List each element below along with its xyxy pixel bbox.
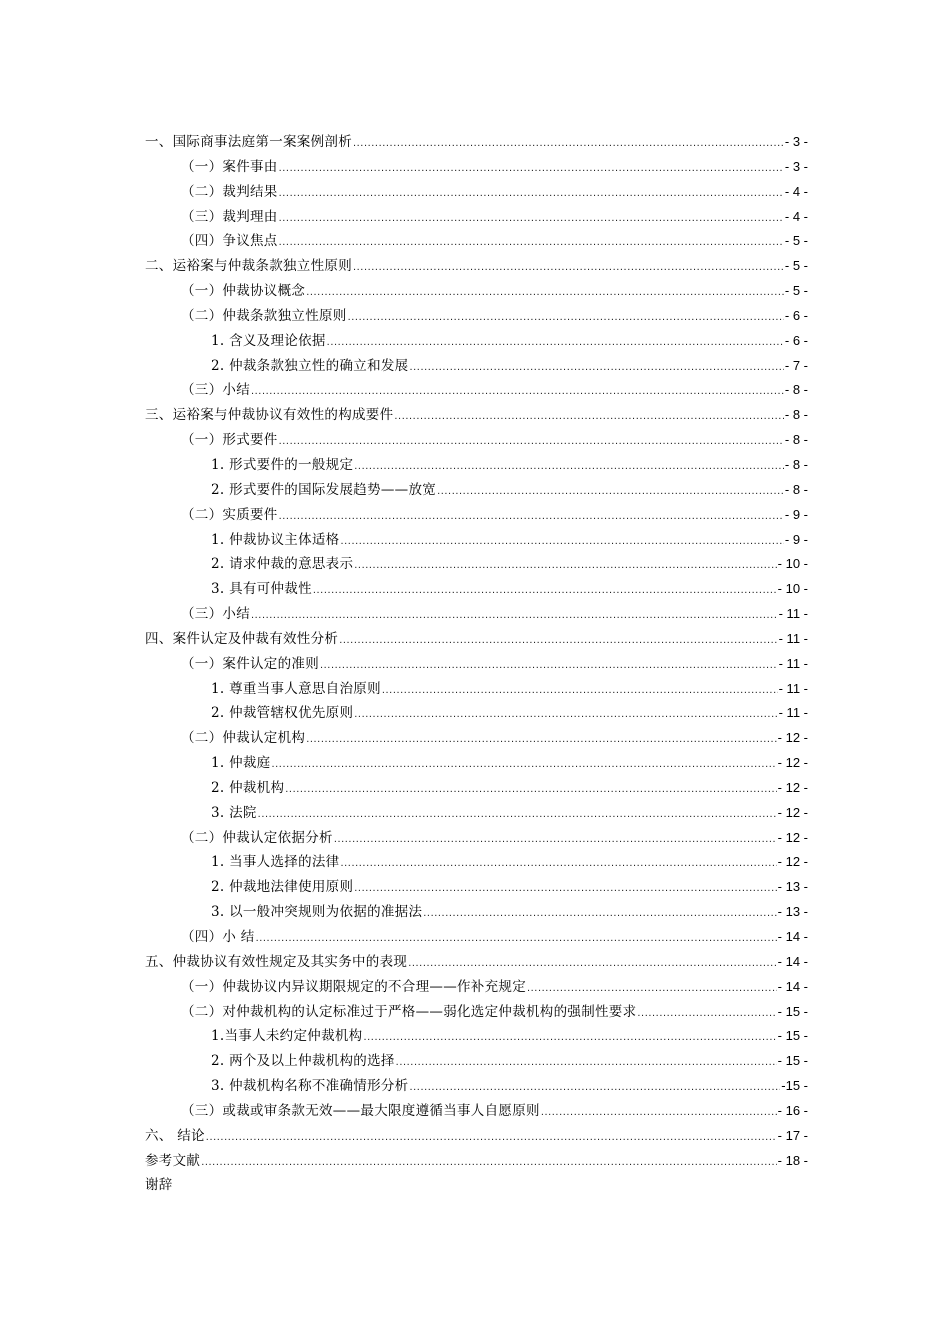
toc-dot-leader xyxy=(353,131,784,156)
toc-page-number: - 15 - xyxy=(777,1028,808,1044)
toc-entry[interactable] xyxy=(145,304,808,329)
toc-dot-leader xyxy=(256,926,777,951)
toc-page-number: - 11 - xyxy=(778,630,808,646)
toc-page-number: - 14 - xyxy=(777,929,808,944)
toc-entry[interactable] xyxy=(145,503,808,528)
toc-entry[interactable] xyxy=(145,1099,808,1124)
toc-entry-title: 2. 仲裁机构 xyxy=(211,779,285,796)
toc-page-number: - 3 - xyxy=(784,134,808,149)
toc-dot-leader xyxy=(258,802,777,827)
toc-entry-title: （二）实质要件 xyxy=(181,506,278,523)
toc-entry-title: 1. 仲裁庭 xyxy=(211,755,271,772)
toc-dot-leader xyxy=(354,553,776,578)
toc-entry-title: 二、运裕案与仲裁条款独立性原则 xyxy=(145,258,352,275)
toc-page-number: - 11 - xyxy=(778,680,808,696)
toc-entry-title: 三、运裕案与仲裁协议有效性的构成要件 xyxy=(145,407,394,424)
toc-entry-title: 1. 当事人选择的法律 xyxy=(211,854,340,871)
toc-dot-leader xyxy=(279,230,784,255)
toc-page-number: - 16 - xyxy=(777,1102,808,1118)
toc-dot-leader xyxy=(340,529,783,554)
toc-page-number: - 14 - xyxy=(777,953,808,969)
toc-entry[interactable] xyxy=(145,1000,808,1025)
toc-dot-leader xyxy=(409,355,783,380)
toc-dot-leader xyxy=(251,379,784,404)
toc-entry[interactable] xyxy=(145,925,808,950)
toc-entry[interactable] xyxy=(145,850,808,875)
toc-page-number: - 11 - xyxy=(778,655,808,671)
toc-entry[interactable] xyxy=(145,701,808,726)
toc-entry[interactable] xyxy=(145,652,808,677)
toc-entry[interactable] xyxy=(145,180,808,205)
toc-dot-leader xyxy=(354,454,784,479)
toc-dot-leader xyxy=(320,653,778,678)
toc-dot-leader xyxy=(353,255,784,280)
toc-dot-leader xyxy=(327,330,784,355)
toc-entry[interactable] xyxy=(145,975,808,1000)
toc-entry[interactable] xyxy=(145,478,808,503)
toc-entry-title: （四）小 结 xyxy=(181,929,255,945)
toc-entry[interactable] xyxy=(145,950,808,975)
toc-entry[interactable] xyxy=(145,1149,808,1174)
toc-dot-leader xyxy=(279,504,784,529)
toc-entry[interactable] xyxy=(145,428,808,453)
toc-entry-title: （四）争议焦点 xyxy=(181,233,278,250)
toc-entry[interactable] xyxy=(145,900,808,925)
toc-page-number: - 13 - xyxy=(777,879,808,895)
toc-entry[interactable] xyxy=(145,776,808,801)
toc-page-number: - 9 - xyxy=(784,531,808,547)
toc-dot-leader xyxy=(541,1100,777,1125)
toc-dot-leader xyxy=(201,1150,776,1175)
toc-entry-title: 一、国际商事法庭第一案案例剖析 xyxy=(145,134,352,150)
toc-entry-title: 3. 具有可仲裁性 xyxy=(211,581,312,598)
toc-dot-leader xyxy=(339,628,777,653)
toc-entry-title: 2. 仲裁地法律使用原则 xyxy=(211,879,354,896)
toc-dot-leader xyxy=(394,404,783,429)
toc-entry[interactable] xyxy=(145,577,808,602)
toc-entry[interactable] xyxy=(145,229,808,254)
toc-entry[interactable] xyxy=(145,403,808,428)
toc-dot-leader xyxy=(251,603,778,628)
toc-dot-leader xyxy=(206,1125,777,1150)
toc-page-number: - 7 - xyxy=(784,357,808,373)
toc-page-number: - 10 - xyxy=(777,581,808,597)
toc-dot-leader xyxy=(313,578,777,603)
toc-entry-title: 六、 结论 xyxy=(145,1127,205,1144)
toc-entry[interactable] xyxy=(145,677,808,702)
toc-entry-title: （三）裁判理由 xyxy=(181,208,278,225)
toc-dot-leader xyxy=(354,702,777,727)
toc-entry[interactable] xyxy=(145,329,808,354)
toc-dot-leader xyxy=(285,777,776,802)
toc-entry-title: 参考文献 xyxy=(145,1152,201,1169)
toc-entry[interactable] xyxy=(145,130,808,155)
toc-entry-title: 1.当事人未约定仲裁机构 xyxy=(211,1028,363,1045)
toc-entry-title: 1. 仲裁协议主体适格 xyxy=(211,531,340,548)
toc-page-number: - 12 - xyxy=(777,755,808,771)
toc-dot-leader xyxy=(408,951,776,976)
toc-dot-leader xyxy=(409,1075,780,1100)
toc-entry-title: （二）仲裁认定依据分析 xyxy=(181,829,333,846)
toc-page-number: - 8 - xyxy=(784,456,808,472)
table-of-contents xyxy=(145,130,808,1198)
toc-dot-leader xyxy=(279,181,784,206)
toc-entry[interactable] xyxy=(145,602,808,627)
toc-entry-title: 2. 仲裁管辖权优先原则 xyxy=(211,705,354,722)
toc-page-number: - 5 - xyxy=(784,258,808,274)
toc-dot-leader xyxy=(306,280,784,305)
toc-entry[interactable] xyxy=(145,378,808,403)
toc-entry[interactable] xyxy=(145,627,808,652)
toc-page-number: - 10 - xyxy=(777,556,808,572)
toc-entry[interactable] xyxy=(145,528,808,553)
toc-dot-leader xyxy=(306,727,776,752)
toc-entry-title: 1. 含义及理论依据 xyxy=(211,332,326,349)
toc-entry[interactable] xyxy=(145,279,808,304)
toc-entry-title: 2. 仲裁条款独立性的确立和发展 xyxy=(211,357,409,374)
toc-page-number: - 3 - xyxy=(784,158,808,174)
toc-dot-leader xyxy=(348,305,784,330)
toc-entry[interactable] xyxy=(145,875,808,900)
toc-entry[interactable] xyxy=(145,453,808,478)
toc-entry-title: （三）或裁或审条款无效——最大限度遵循当事人自愿原则 xyxy=(181,1102,540,1119)
toc-entry[interactable] xyxy=(145,801,808,826)
toc-dot-leader xyxy=(382,678,778,703)
toc-entry-title: （一）仲裁协议内异议期限规定的不合理——作补充规定 xyxy=(181,978,526,995)
toc-page-number: - 8 - xyxy=(784,407,808,423)
toc-entry[interactable] xyxy=(145,354,808,379)
toc-page-number: - 15 - xyxy=(777,1053,808,1069)
toc-entry-title: 四、案件认定及仲裁有效性分析 xyxy=(145,630,339,647)
toc-entry[interactable] xyxy=(145,205,808,230)
toc-entry[interactable] xyxy=(145,751,808,776)
toc-entry-title: 谢辞 xyxy=(145,1177,173,1194)
toc-dot-leader xyxy=(363,1025,776,1050)
toc-entry-title: （一）案件事由 xyxy=(181,158,278,175)
toc-entry-title: （一）形式要件 xyxy=(181,432,278,449)
toc-entry-title: （一）案件认定的准则 xyxy=(181,655,319,672)
toc-dot-leader xyxy=(354,876,776,901)
toc-page-number: - 11 - xyxy=(778,705,808,721)
toc-entry-title: 1. 尊重当事人意思自治原则 xyxy=(211,680,381,697)
toc-entry-title: （二）仲裁认定机构 xyxy=(181,730,306,747)
toc-dot-leader xyxy=(396,1050,777,1075)
toc-page-number: - 18 - xyxy=(777,1152,808,1168)
toc-page-number: - 5 - xyxy=(784,233,808,249)
toc-entry-title: 2. 形式要件的国际发展趋势——放宽 xyxy=(211,481,437,498)
toc-entry-title: （二）对仲裁机构的认定标准过于严格——弱化选定仲裁机构的强制性要求 xyxy=(181,1003,637,1020)
toc-page-number: - 8 - xyxy=(784,432,808,448)
toc-entry[interactable] xyxy=(145,826,808,851)
toc-entry-title: 3. 仲裁机构名称不准确情形分析 xyxy=(211,1078,409,1095)
toc-page-number: - 9 - xyxy=(784,506,808,522)
toc-page-number: - 12 - xyxy=(777,829,808,845)
toc-page-number: - 8 - xyxy=(784,481,808,497)
toc-dot-leader xyxy=(279,206,784,231)
toc-dot-leader xyxy=(340,851,776,876)
toc-entry-title: （三）小结 xyxy=(181,606,250,623)
toc-entry-title: （一）仲裁协议概念 xyxy=(181,283,306,300)
toc-page-number: - 17 - xyxy=(777,1127,808,1143)
toc-page-number: - 14 - xyxy=(777,978,808,994)
toc-page-number: - 12 - xyxy=(777,730,808,746)
toc-dot-leader xyxy=(423,901,776,926)
toc-page-number: - 6 - xyxy=(784,332,808,348)
toc-page-number: - 8 - xyxy=(784,382,808,398)
toc-page-number: - 4 - xyxy=(784,183,808,199)
toc-dot-leader xyxy=(279,429,784,454)
toc-page-number: - 12 - xyxy=(777,779,808,795)
toc-dot-leader xyxy=(279,156,784,181)
toc-entry-title: 1. 形式要件的一般规定 xyxy=(211,456,354,473)
toc-entry-title: 2. 两个及以上仲裁机构的选择 xyxy=(211,1053,395,1070)
toc-entry[interactable] xyxy=(145,1173,808,1198)
toc-entry-title: 五、仲裁协议有效性规定及其实务中的表现 xyxy=(145,953,408,970)
toc-entry-title: 3. 以一般冲突规则为依据的准据法 xyxy=(211,904,423,921)
toc-page-number: - 5 - xyxy=(784,283,808,299)
toc-dot-leader xyxy=(271,752,776,777)
toc-page-number: - 12 - xyxy=(777,854,808,870)
toc-entry-title: （二）裁判结果 xyxy=(181,183,278,200)
toc-entry-title: （三）小结 xyxy=(181,382,250,399)
toc-page-number: - 6 - xyxy=(784,307,808,323)
toc-page-number: - 15 - xyxy=(777,1003,808,1019)
toc-entry-title: 2. 请求仲裁的意思表示 xyxy=(211,556,354,573)
toc-page-number: - 13 - xyxy=(777,904,808,920)
toc-entry[interactable] xyxy=(145,1124,808,1149)
toc-dot-leader xyxy=(527,976,777,1001)
toc-entry[interactable] xyxy=(145,552,808,577)
toc-page-number: - 11 - xyxy=(778,606,808,622)
toc-entry-title: 3. 法院 xyxy=(211,804,257,821)
toc-entry[interactable] xyxy=(145,1074,808,1099)
toc-page-number: - 4 - xyxy=(784,208,808,224)
toc-dot-leader xyxy=(637,1001,776,1026)
toc-page-number: -15 - xyxy=(781,1078,808,1094)
toc-entry-title: （二）仲裁条款独立性原则 xyxy=(181,307,347,324)
toc-page-number: - 12 - xyxy=(777,804,808,820)
toc-dot-leader xyxy=(437,479,784,504)
toc-dot-leader xyxy=(334,827,777,852)
toc-entry[interactable] xyxy=(145,155,808,180)
toc-entry[interactable] xyxy=(145,726,808,751)
toc-entry[interactable] xyxy=(145,254,808,279)
toc-entry[interactable] xyxy=(145,1024,808,1049)
toc-entry[interactable] xyxy=(145,1049,808,1074)
